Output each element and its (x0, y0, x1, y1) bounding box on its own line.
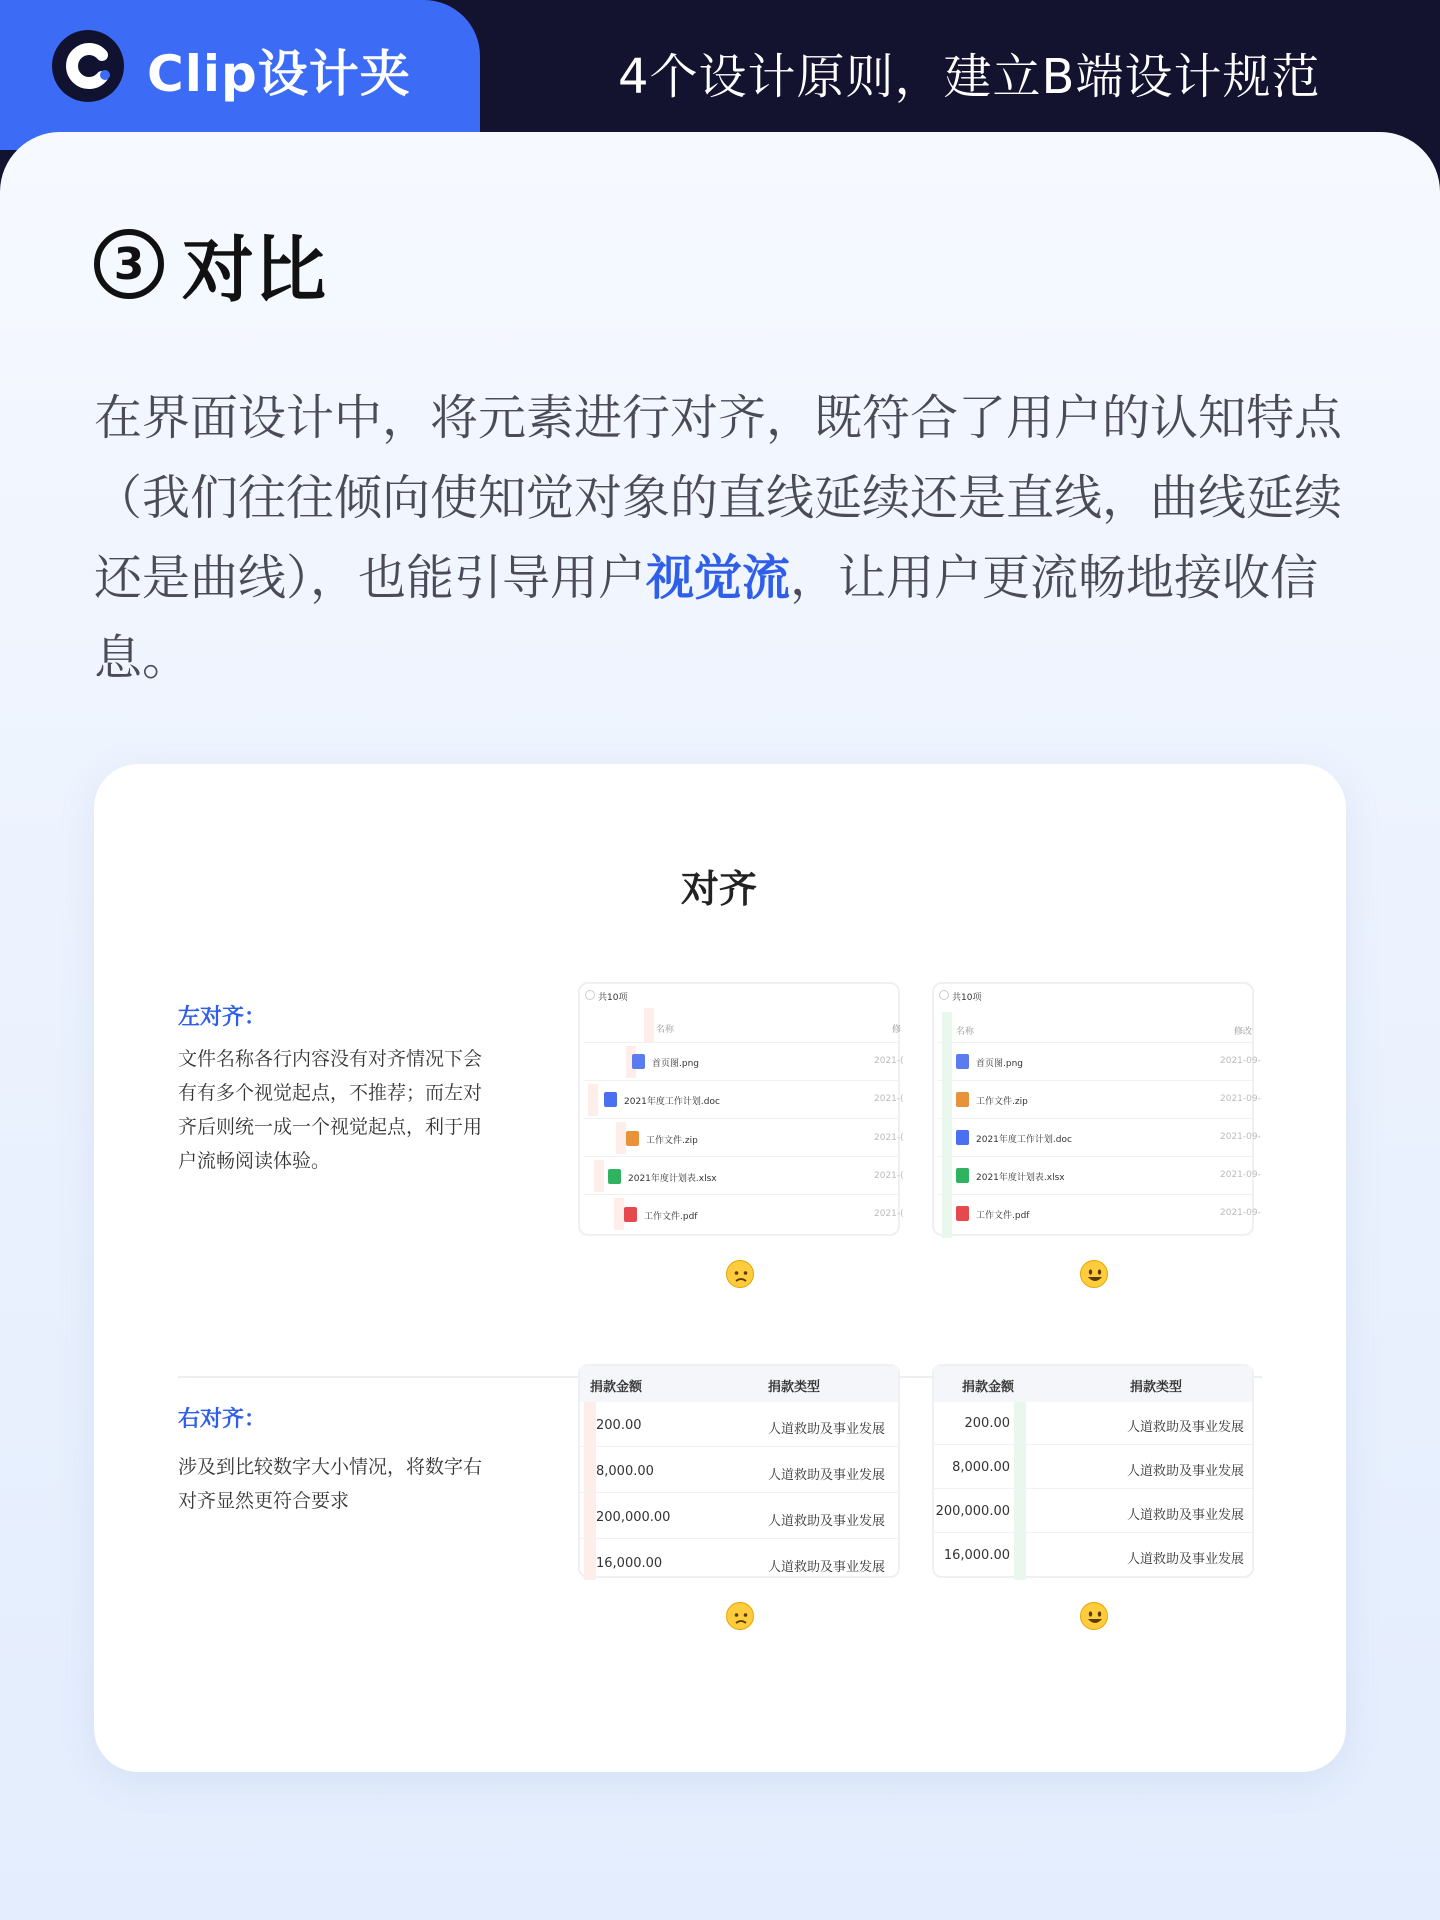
type-cell: 人道救助及事业发展 (1126, 1420, 1244, 1435)
excel-file-icon (956, 1168, 969, 1183)
file-name[interactable]: 2021年度工作计划.doc (624, 1097, 720, 1107)
amount-header: 捐款金额 (590, 1380, 643, 1395)
intro-text-2: ，让用户更流畅地接收信息。 (94, 550, 1319, 686)
amount-header: 捐款金额 (962, 1380, 1015, 1395)
file-name[interactable]: 首页图.png (976, 1059, 1023, 1069)
pdf-file-icon (624, 1207, 637, 1222)
amount-cell: 16,000.00 (596, 1556, 663, 1571)
zip-file-icon (956, 1092, 969, 1107)
file-date: 2021-09- (1220, 1208, 1261, 1218)
intro-highlight: 视觉流 (646, 550, 791, 606)
donation-table-left-aligned (578, 1364, 900, 1578)
file-date: 2021-09- (1220, 1132, 1261, 1142)
example-card-inner (124, 844, 1314, 1694)
column-name-header: 名称 (956, 1027, 975, 1037)
sad-face-icon (726, 1602, 754, 1630)
brand-tab (0, 0, 480, 150)
select-all-checkbox[interactable] (939, 990, 949, 1000)
top-header (0, 0, 1440, 150)
section-number: 3 (94, 229, 164, 299)
file-name[interactable]: 工作文件.pdf (644, 1212, 698, 1222)
pdf-file-icon (956, 1206, 969, 1221)
excel-file-icon (608, 1169, 621, 1184)
type-cell: 人道救助及事业发展 (1126, 1552, 1244, 1567)
file-name[interactable]: 工作文件.zip (976, 1097, 1028, 1107)
type-cell: 人道救助及事业发展 (768, 1514, 886, 1529)
file-name[interactable]: 2021年度计划表.xlsx (628, 1174, 717, 1184)
file-date: 2021-( (874, 1056, 904, 1066)
example-card (94, 764, 1346, 1772)
amount-cell: 8,000.00 (952, 1460, 1010, 1475)
file-date: 2021-( (874, 1171, 904, 1181)
column-modified-header: 修 (892, 1025, 902, 1035)
file-date: 2021-09- (1220, 1094, 1261, 1104)
right-align-text: 涉及到比较数字大小情况，将数字右对齐显然更符合要求 (178, 1456, 483, 1512)
smiley-face-icon (1080, 1602, 1108, 1630)
file-date: 2021-( (874, 1209, 904, 1219)
clip-logo-icon (52, 30, 124, 102)
donation-table-right-aligned (932, 1364, 1254, 1578)
file-date: 2021-( (874, 1133, 904, 1143)
type-header: 捐款类型 (768, 1380, 821, 1395)
file-name[interactable]: 首页图.png (652, 1059, 699, 1069)
type-cell: 人道救助及事业发展 (1126, 1508, 1244, 1523)
column-name-header: 名称 (656, 1025, 675, 1035)
left-align-text: 文件名称各行内容没有对齐情况下会有有多个视觉起点，不推荐；而左对齐后则统一成一个视觉起点，利于用户流畅阅读体验。 (178, 1048, 483, 1172)
type-header: 捐款类型 (1130, 1380, 1183, 1395)
zip-file-icon (626, 1131, 639, 1146)
type-cell: 人道救助及事业发展 (768, 1468, 886, 1483)
amount-cell: 16,000.00 (943, 1548, 1010, 1563)
item-count: 共10项 (952, 993, 982, 1003)
amount-cell: 200,000.00 (596, 1510, 671, 1525)
section-label: 对比 (182, 228, 327, 312)
file-date: 2021-( (874, 1094, 904, 1104)
alignment-guide (1014, 1402, 1026, 1580)
amount-cell: 8,000.00 (596, 1464, 654, 1479)
file-name[interactable]: 工作文件.pdf (976, 1211, 1030, 1221)
amount-cell: 200.00 (596, 1418, 642, 1433)
type-cell: 人道救助及事业发展 (768, 1560, 886, 1575)
amount-cell: 200.00 (964, 1416, 1010, 1431)
select-all-checkbox[interactable] (585, 990, 595, 1000)
column-modified-header: 修改 (1234, 1027, 1253, 1037)
file-name[interactable]: 工作文件.zip (646, 1136, 698, 1146)
word-file-icon (956, 1130, 969, 1145)
right-align-heading: 右对齐： (178, 1407, 267, 1432)
smiley-face-icon (1080, 1260, 1108, 1288)
file-date: 2021-09- (1220, 1056, 1261, 1066)
file-panel-aligned (932, 982, 1261, 1236)
file-name[interactable]: 2021年度工作计划.doc (976, 1135, 1072, 1145)
file-name[interactable]: 2021年度计划表.xlsx (976, 1173, 1065, 1183)
amount-cell: 200,000.00 (935, 1504, 1010, 1519)
file-date: 2021-09- (1220, 1170, 1261, 1180)
item-count: 共10项 (598, 993, 628, 1003)
file-panel-unaligned (578, 982, 904, 1236)
section-title (94, 212, 326, 316)
image-file-icon (956, 1054, 969, 1069)
intro-text-1: 在界面设计中，将元素进行对齐，既符合了用户的认知特点（我们往往倾向使知觉对象的直线延续还是直线，曲线延续还是曲线），也能引导用户 (94, 390, 1343, 606)
header-title: 4个设计原则，建立B端设计规范 (618, 49, 1321, 105)
type-cell: 人道救助及事业发展 (1126, 1464, 1244, 1479)
intro-paragraph (94, 378, 1354, 698)
left-align-heading: 左对齐： (178, 1005, 267, 1030)
alignment-guide (584, 1402, 596, 1580)
offset-mark (644, 1008, 654, 1042)
sad-face-icon (726, 1260, 754, 1288)
card-title: 对齐 (680, 867, 757, 911)
content-sheet (0, 132, 1440, 1920)
alignment-guide (942, 1012, 952, 1238)
type-cell: 人道救助及事业发展 (768, 1422, 886, 1437)
word-file-icon (604, 1092, 617, 1107)
image-file-icon (632, 1054, 645, 1069)
brand-name: Clip设计夹 (147, 45, 411, 103)
